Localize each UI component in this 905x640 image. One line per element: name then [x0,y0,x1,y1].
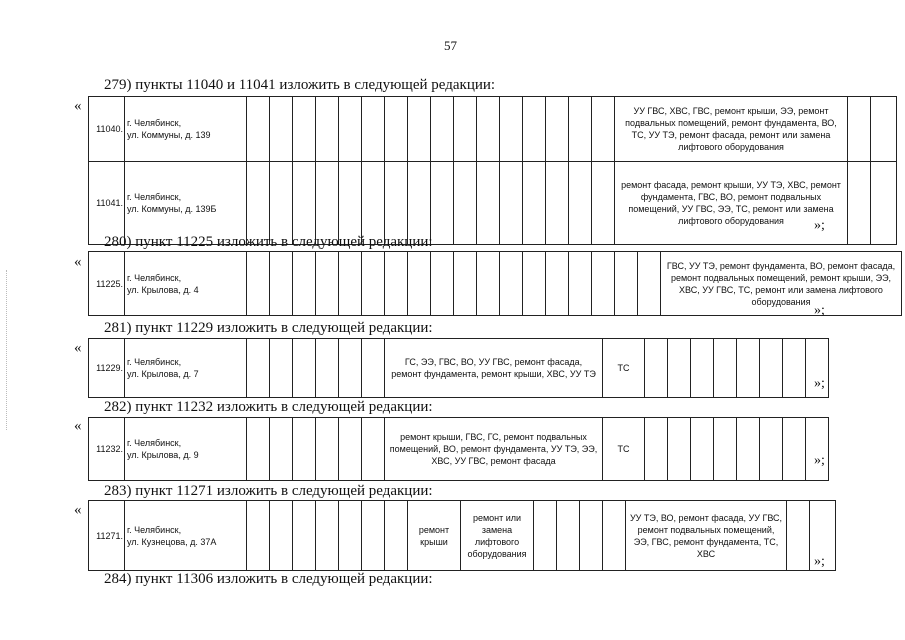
address: г. Челябинск, ул. Крылова, д. 4 [125,252,247,316]
lift-repair-cell: ремонт или замена лифтового оборудования [461,501,534,571]
works-list: ремонт фасада, ремонт крыши, УУ ТЭ, ХВС, ремонт фундамента, ГВС, ВО, ремонт подвальных помещений, УУ ГВС, ЭЭ, ТС, ремонт или замена лифтового оборудования [615,162,848,245]
address: г. Челябинск, ул. Коммуны, д. 139Б [125,162,247,245]
works-list: УУ ТЭ, ВО, ремонт фасада, УУ ГВС, ремонт подвальных помещений, ЭЭ, ГВС, ремонт фундамента, ТС, ХВС [626,501,787,571]
section-heading-280: 280) пункт 11225 изложить в следующей редакции: [104,234,433,250]
table-283 [88,500,836,571]
table-279 [88,96,897,245]
section-heading-284: 284) пункт 11306 изложить в следующей редакции: [104,571,433,587]
section-heading-282: 282) пункт 11232 изложить в следующей редакции: [104,399,433,415]
roof-repair-cell: ремонт крыши [408,501,461,571]
table-row [89,252,902,316]
close-quote: »; [814,303,825,318]
address: г. Челябинск, ул. Коммуны, д. 139 [125,97,247,162]
table-row [89,418,829,481]
section-heading-283: 283) пункт 11271 изложить в следующей редакции: [104,483,433,499]
item-number: 11040. [89,97,125,162]
close-quote: »; [814,453,825,468]
table-row [89,501,836,571]
close-quote: »; [814,218,825,233]
open-quote: « [74,98,82,114]
works-list: ГС, ЭЭ, ГВС, ВО, УУ ГВС, ремонт фасада, ремонт фундамента, ремонт крыши, ХВС, УУ ТЭ [385,339,603,398]
item-number: 11229. [89,339,125,398]
works-list: ГВС, УУ ТЭ, ремонт фундамента, ВО, ремонт фасада, ремонт подвальных помещений, ремонт крыши, ЭЭ, ХВС, УУ ГВС, ТС, ремонт или замена лифтового оборудования [661,252,902,316]
close-quote: »; [814,554,825,569]
table-row [89,97,897,162]
address: г. Челябинск, ул. Крылова, д. 9 [125,418,247,481]
page-number: 57 [444,38,457,53]
item-number: 11041. [89,162,125,245]
section-heading-281: 281) пункт 11229 изложить в следующей редакции: [104,320,433,336]
open-quote: « [74,340,82,356]
section-heading-279: 279) пункты 11040 и 11041 изложить в следующей редакции: [104,77,496,93]
ts-cell: ТС [603,339,645,398]
ts-cell: ТС [603,418,645,481]
table-row [89,339,829,398]
scan-margin-marks [6,270,9,430]
close-quote: »; [814,376,825,391]
item-number: 11271. [89,501,125,571]
open-quote: « [74,254,82,270]
table-282 [88,417,829,481]
open-quote: « [74,418,82,434]
address: г. Челябинск, ул. Крылова, д. 7 [125,339,247,398]
table-row [89,162,897,245]
item-number: 11232. [89,418,125,481]
table-280 [88,251,902,316]
open-quote: « [74,502,82,518]
address: г. Челябинск, ул. Кузнецова, д. 37А [125,501,247,571]
works-list: ремонт крыши, ГВС, ГС, ремонт подвальных помещений, ВО, ремонт фундамента, УУ ТЭ, ЭЭ, ХВС, УУ ГВС, ремонт фасада [385,418,603,481]
table-281 [88,338,829,398]
item-number: 11225. [89,252,125,316]
works-list: УУ ГВС, ХВС, ГВС, ремонт крыши, ЭЭ, ремонт подвальных помещений, ремонт фундамента, ВО, ТС, УУ ТЭ, ремонт фасада, ремонт или замена лифтового оборудования [615,97,848,162]
